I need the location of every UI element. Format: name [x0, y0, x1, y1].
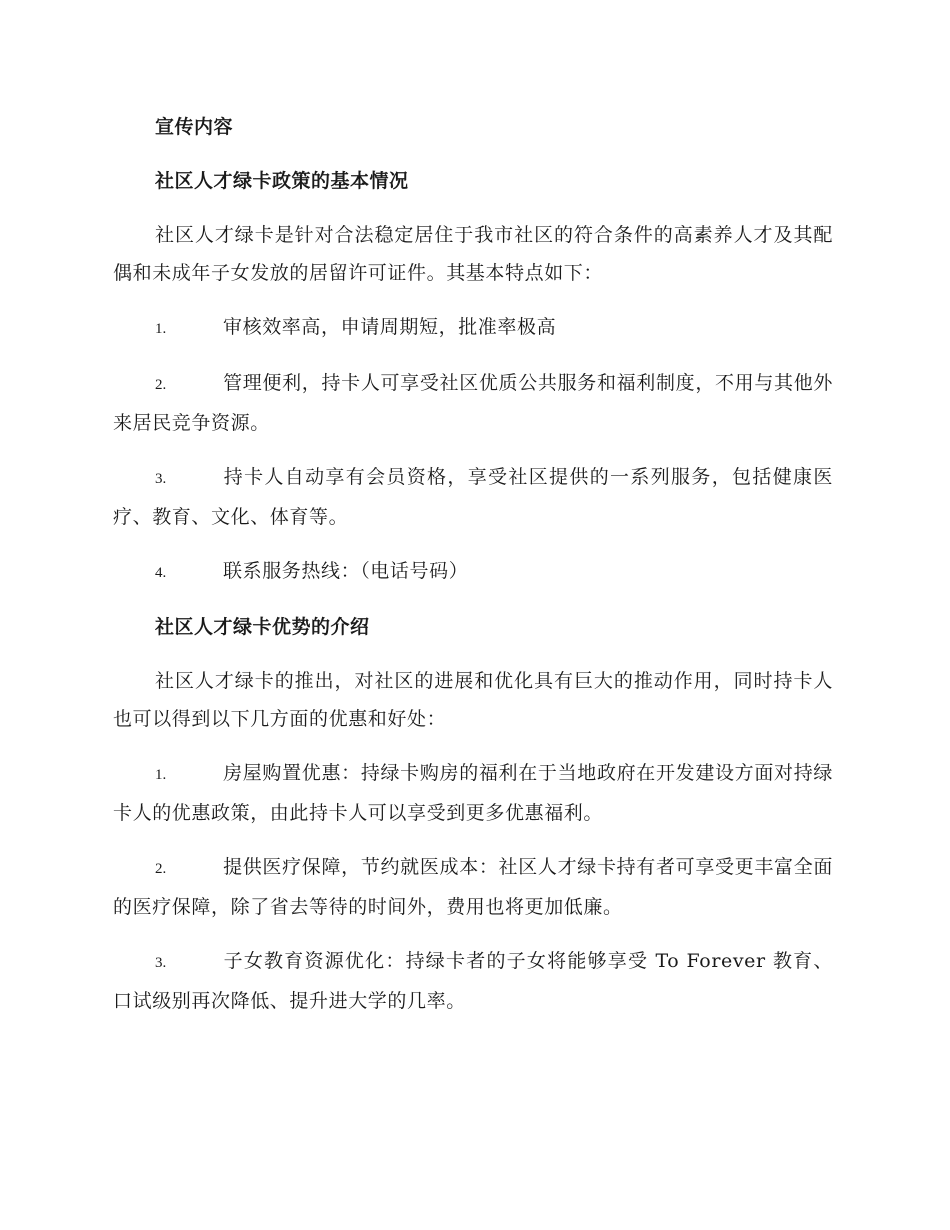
list-item-number: 2.: [155, 377, 167, 393]
list-item-text: 审核效率高，申请周期短，批准率极高: [223, 316, 557, 338]
list-item-number: 1.: [155, 321, 167, 337]
list-item: [113, 942, 833, 1020]
list-item: [113, 458, 833, 536]
section-heading-advantages: 社区人才绿卡优势的介绍: [155, 616, 370, 638]
list-item-number: 3.: [155, 471, 167, 487]
document-title: 宣传内容: [155, 116, 234, 138]
list-item-text: 提供医疗保障，节约就医成本：社区人才绿卡持有者可享受更丰富全面的医疗保障，除了省去等待的时间外，费用也将更加低廉。: [113, 856, 833, 918]
section-heading-basic-info: 社区人才绿卡政策的基本情况: [155, 170, 409, 192]
section-intro-advantages: 社区人才绿卡的推出，对社区的进展和优化具有巨大的推动作用，同时持卡人也可以得到以下几方面的优惠和好处：: [113, 670, 833, 730]
list-item: [113, 754, 833, 832]
list-item: [113, 364, 833, 442]
list-item-text: 联系服务热线：（电话号码）: [223, 560, 469, 582]
section-intro-basic-info: 社区人才绿卡是针对合法稳定居住于我市社区的符合条件的高素养人才及其配偶和未成年子女发放的居留许可证件。其基本特点如下：: [113, 224, 833, 284]
list-item-text: 持卡人自动享有会员资格，享受社区提供的一系列服务，包括健康医疗、教育、文化、体育等。: [113, 466, 833, 528]
list-item-text: 房屋购置优惠：持绿卡购房的福利在于当地政府在开发建设方面对持绿卡人的优惠政策，由此持卡人可以享受到更多优惠福利。: [113, 762, 833, 824]
list-item: [113, 308, 833, 348]
list-item-number: 4.: [155, 565, 167, 581]
list-item-number: 3.: [155, 955, 167, 971]
list-item: [113, 552, 833, 592]
list-item-text: 管理便利，持卡人可享受社区优质公共服务和福利制度，不用与其他外来居民竞争资源。: [113, 372, 833, 434]
list-item-number: 1.: [155, 767, 167, 783]
list-item-text: 子女教育资源优化：持绿卡者的子女将能够享受 To Forever 教育、口试级别再次降低、提升进大学的几率。: [113, 950, 833, 1012]
list-item-number: 2.: [155, 861, 167, 877]
list-item: [113, 848, 833, 926]
document-body: [113, 108, 833, 1036]
